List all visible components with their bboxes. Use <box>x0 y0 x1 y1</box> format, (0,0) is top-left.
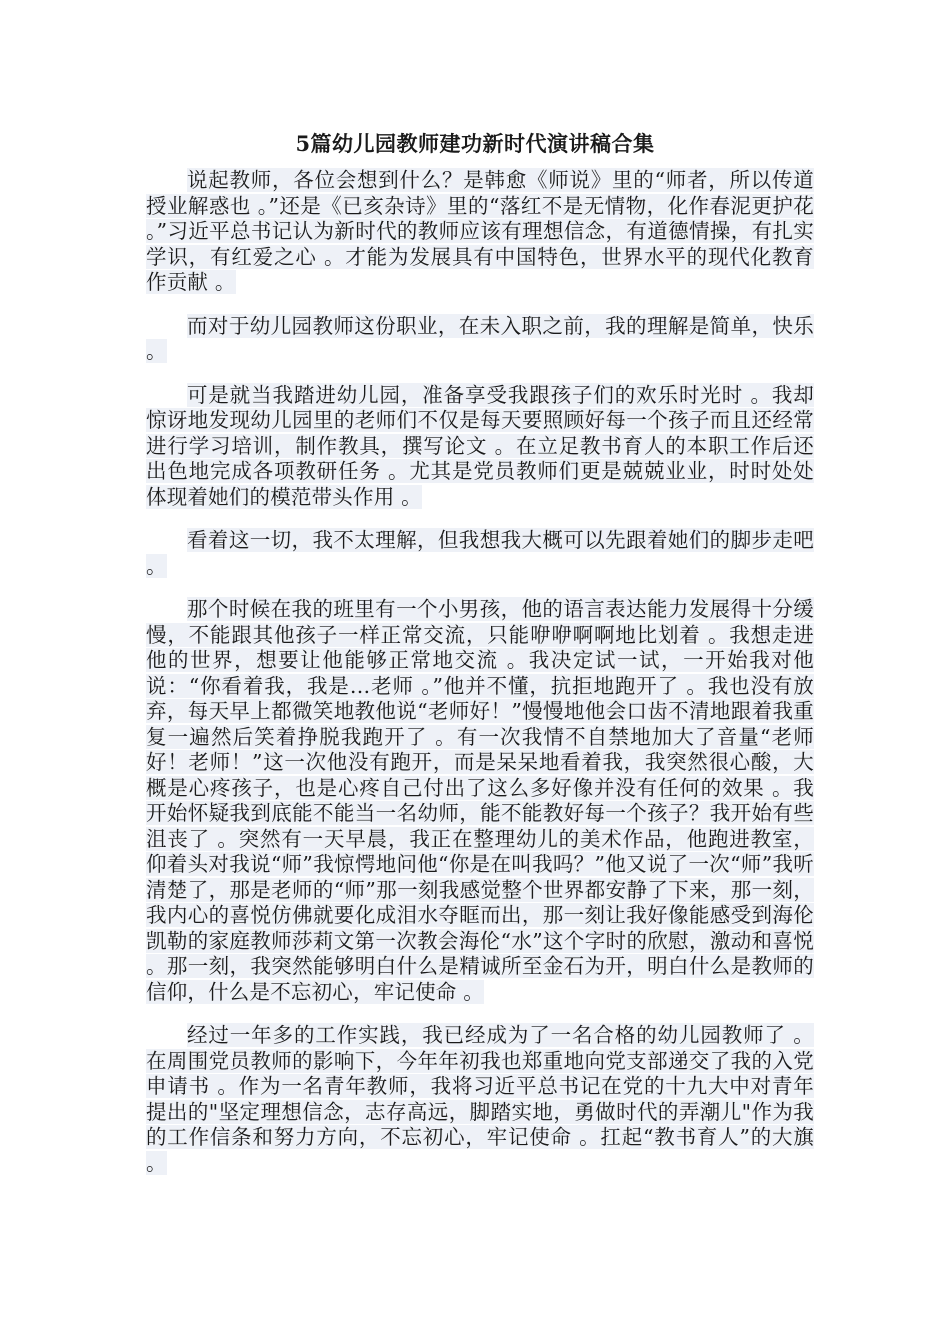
paragraph-3-text: 可是就当我踏进幼儿园，准备享受我跟孩子们的欢乐时光时 。我却惊讶地发现幼儿园里的老师们不仅是每天要照顾好每一个孩子而且还经常进行学习培训，制作教具，撰写论文 。在立足教书育人的本职工作后还出色地完成各项教研任务 。尤其是党员教师们更是兢兢业业，时时处处体现着她们的模范带头作用 。 <box>146 382 814 509</box>
document-body <box>146 168 814 1194</box>
paragraph-1 <box>146 168 814 296</box>
paragraph-1-text: 说起教师，各位会想到什么？是韩愈《师说》里的“师者，所以传道授业解惑也 。”还是《已亥杂诗》里的“落红不是无情物，化作春泥更护花 。”习近平总书记认为新时代的教师应该有理想信念，有道德情操，有扎实学识，有红爱之心 。才能为发展具有中国特色，世界水平的现代化教育作贡献 。 <box>146 168 814 294</box>
paragraph-4-text: 看着这一切，我不太理解，但我想我大概可以先跟着她们的脚步走吧 。 <box>146 528 814 578</box>
paragraph-2 <box>146 314 814 365</box>
paragraph-3 <box>146 383 814 511</box>
paragraph-5 <box>146 597 814 1005</box>
paragraph-5-text: 那个时候在我的班里有一个小男孩，他的语言表达能力发展得十分缓慢，不能跟其他孩子一样正常交流，只能咿咿啊啊地比划着 。我想走进他的世界，想要让他能够正常地交流 。我决定试一试，一开始我对他说：“你看着我，我是…老师 。”他并不懂，抗拒地跑开了 。我也没有放弃，每天早上都微笑地教他说“老师好！”慢慢地他会口齿不清地跟着我重复一遍然后笑着挣脱我跑开了 。有一次我情不自禁地加大了音量“老师好！老师！”这一次他没有跑开，而是呆呆地看着我，我突然很心酸，大概是心疼孩子，也是心疼自己付出了这么多好像并没有任何的效果 。我开始怀疑我到底能不能当一名幼师，能不能教好每一个孩子？我开始有些沮丧了 。突然有一天早晨，我正在整理幼儿的美术作品，他跑进教室，仰着头对我说“师”我惊愕地问他“你是在叫我吗？”他又说了一次“师”我听清楚了，那是老师的“师”那一刻我感觉整个世界都安静了下来，那一刻，我内心的喜悦仿佛就要化成泪水夺眶而出，那一刻让我好像能感受到海伦凯勒的家庭教师莎莉文第一次教会海伦“水”这个字时的欣慰，激动和喜悦 。那一刻，我突然能够明白什么是精诚所至金石为开，明白什么是教师的信仰，什么是不忘初心，牢记使命 。 <box>146 597 814 1004</box>
paragraph-2-text: 而对于幼儿园教师这份职业，在未入职之前，我的理解是简单，快乐 。 <box>146 313 814 363</box>
document-title: 5篇幼儿园教师建功新时代演讲稿合集 <box>295 131 655 156</box>
paragraph-6 <box>146 1023 814 1176</box>
paragraph-4 <box>146 528 814 579</box>
paragraph-6-text: 经过一年多的工作实践，我已经成为了一名合格的幼儿园教师了 。在周围党员教师的影响下，今年年初我也郑重地向党支部递交了我的入党申请书 。作为一名青年教师，我将习近平总书记在党的十九大中对青年提出的"坚定理想信念，志存高远，脚踏实地，勇做时代的弄潮儿"作为我的工作信条和努力方向，不忘初心，牢记使命 。扛起“教书育人”的大旗 。 <box>146 1023 814 1175</box>
